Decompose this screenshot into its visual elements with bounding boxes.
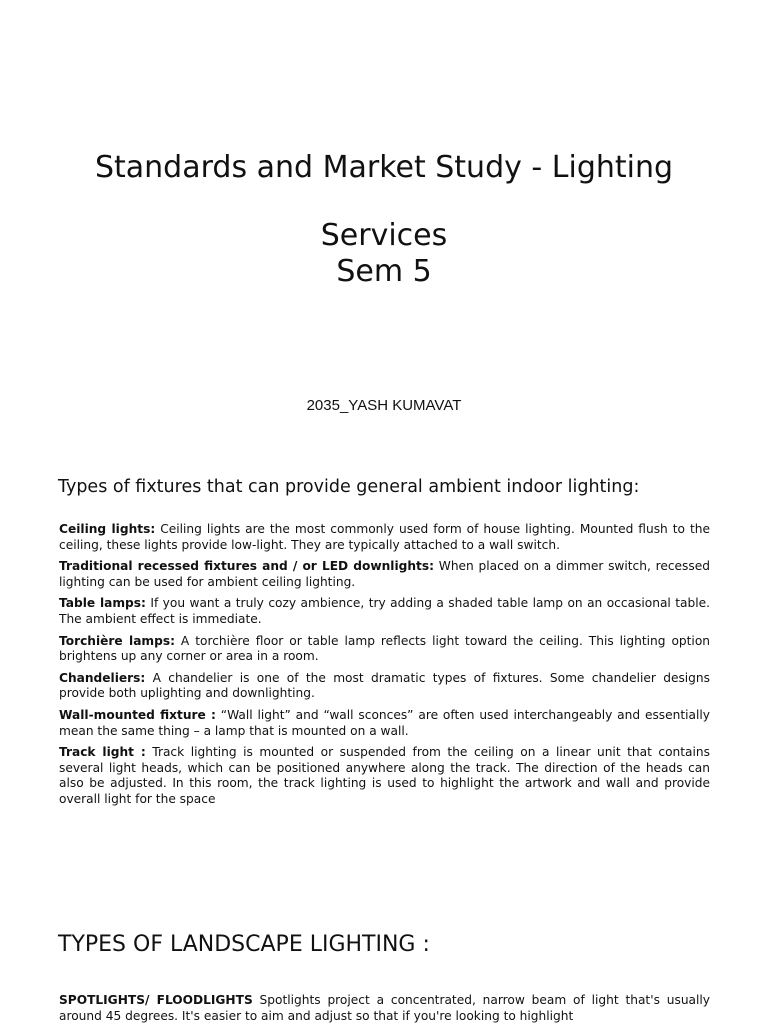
fixture-description: A torchière floor or table lamp reflects light toward the ceiling. This lighting option brightens up any corner or area in a room. — [59, 633, 711, 664]
document-title — [0, 150, 768, 290]
title-line-1: Standards and Market Study - Lighting — [94, 150, 674, 185]
fixture-description: When placed on a dimmer switch, recessed lighting can be used for ambient ceiling lighting. — [59, 559, 710, 589]
fixture-item-wall-mounted — [59, 708, 710, 739]
fixtures-list — [59, 522, 710, 814]
fixture-item-chandeliers — [59, 671, 710, 702]
fixture-term: Wall-mounted fixture : — [59, 707, 216, 722]
fixture-description: Track lighting is mounted or suspended from the ceiling on a linear unit that contains several light heads, which can be positioned anywhere along the track. The direction of the heads can also be adjusted. In this room, the track lighting is used to highlight the artwork and wall and provide overall light for the space — [59, 745, 710, 806]
fixture-term: Chandeliers: — [59, 670, 146, 685]
fixture-description: If you want a truly cozy ambience, try adding a shaded table lamp on an occasional table. The ambient effect is immediate. — [59, 596, 710, 626]
fixture-item-track-light — [59, 745, 710, 807]
author-name: 2035_YASH KUMAVAT — [306, 397, 462, 414]
landscape-paragraph — [59, 992, 710, 1024]
fixture-description: Ceiling lights are the most commonly used form of house lighting. Mounted flush to the ceiling, these lights provide low-light. They are typically attached to a wall switch. — [59, 522, 710, 552]
fixture-term: Table lamps: — [59, 596, 146, 611]
fixture-term: Track light : — [59, 745, 146, 760]
landscape-term: SPOTLIGHTS/ FLOODLIGHTS — [59, 993, 253, 1007]
fixture-item-recessed — [59, 559, 710, 590]
fixture-description: A chandelier is one of the most dramatic types of fixtures. Some chandelier designs provide both uplighting and downlighting. — [59, 670, 710, 701]
fixture-description: “Wall light” and “wall sconces” are often used interchangeably and essentially mean the same thing – a lamp that is mounted on a wall. — [59, 707, 710, 738]
fixtures-heading: Types of fixtures that can provide general ambient indoor lighting: — [58, 477, 640, 497]
title-line-3: Sem 5 — [336, 254, 432, 289]
fixture-term: Traditional recessed fixtures and / or LED downlights: — [59, 559, 435, 574]
fixture-item-ceiling-lights — [59, 522, 710, 553]
fixture-term: Torchière lamps: — [59, 633, 175, 648]
landscape-heading: TYPES OF LANDSCAPE LIGHTING : — [58, 932, 430, 957]
fixture-item-torchiere — [59, 634, 710, 665]
landscape-description: Spotlights project a concentrated, narrow beam of light that's usually around 45 degrees. It's easier to aim and adjust so that if you're looking to highlight — [59, 993, 710, 1023]
title-line-2: Services — [320, 218, 448, 253]
fixture-term: Ceiling lights: — [59, 522, 156, 536]
fixture-item-table-lamps — [59, 596, 710, 627]
